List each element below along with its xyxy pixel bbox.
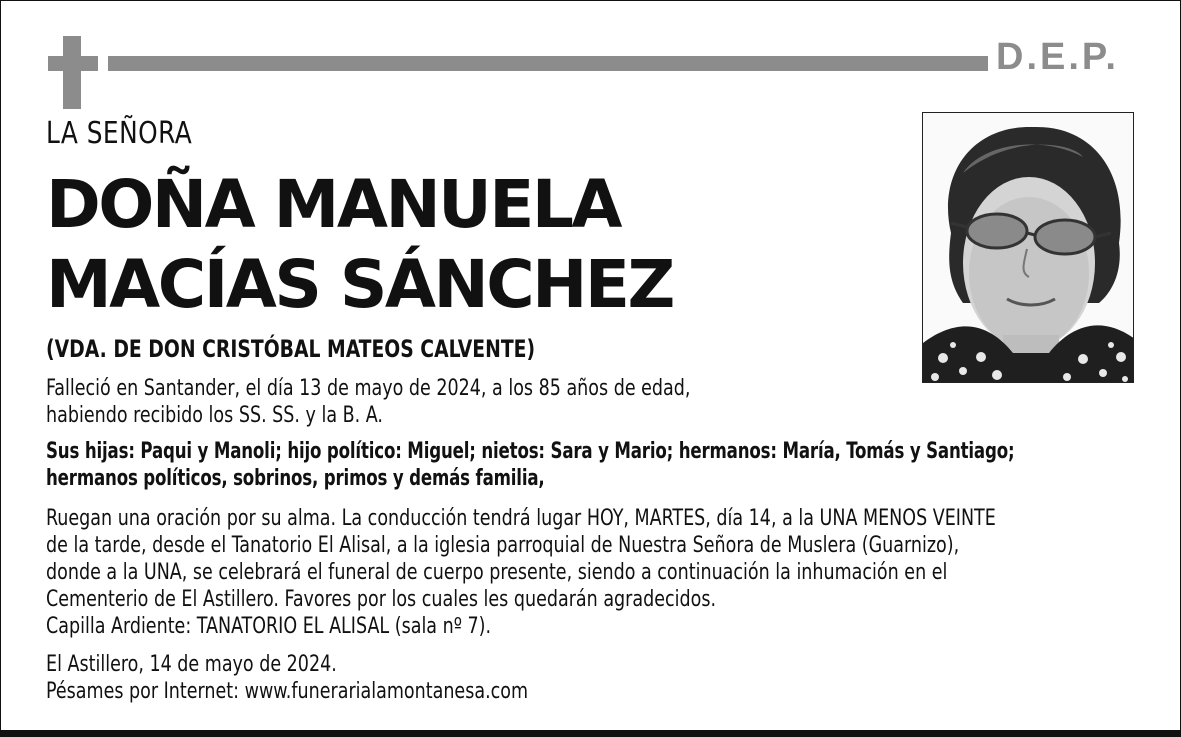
portrait-photo <box>922 112 1134 383</box>
death-info-line: habiendo recibido los SS. SS. y la B. A. <box>46 403 383 428</box>
ceremony-line: Ruegan una oración por su alma. La conducción tendrá lugar HOY, MARTES, día 14, a la UNA MENOS VEINTE <box>46 506 996 531</box>
death-info <box>46 375 690 429</box>
deceased-name-line1: DOÑA MANUELA <box>46 166 620 243</box>
ceremony-line: de la tarde, desde el Tanatorio El Alisal, a la iglesia parroquial de Nuestra Señora de Muslera (Guarnizo), <box>46 533 960 558</box>
ceremony-line: Cementerio de El Astillero. Favores por los cuales les quedarán agradecidos. <box>46 587 717 612</box>
family-line: hermanos políticos, sobrinos, primos y demás familia, <box>46 466 545 491</box>
widow-of-line: (VDA. DE DON CRISTÓBAL MATEOS CALVENTE) <box>46 335 536 363</box>
condolences-link: Pésames por Internet: www.funerarialamontanesa.com <box>46 679 529 704</box>
dep-label: D.E.P. <box>996 36 1119 78</box>
deceased-prefix: LA SEÑORA <box>46 116 193 151</box>
cross-icon-arm <box>48 56 98 71</box>
family-list <box>46 438 1014 492</box>
cross-icon <box>63 36 81 109</box>
place-date: El Astillero, 14 de mayo de 2024. <box>46 652 337 677</box>
header-rule <box>108 56 988 71</box>
death-info-line: Falleció en Santander, el día 13 de mayo de 2024, a los 85 años de edad, <box>46 376 691 401</box>
ceremony-line: donde a la UNA, se celebrará el funeral de cuerpo presente, siendo a continuación la inhumación en el <box>46 560 948 585</box>
ceremony-details <box>46 505 996 640</box>
portrait-image <box>923 113 1134 383</box>
deceased-name-line2: MACÍAS SÁNCHEZ <box>46 246 673 323</box>
family-line: Sus hijas: Paqui y Manoli; hijo político: Miguel; nietos: Sara y Mario; hermanos: María, Tomás y Santiago; <box>46 439 1015 464</box>
chapel-line: Capilla Ardiente: TANATORIO EL ALISAL (sala nº 7). <box>46 614 492 639</box>
footer <box>46 651 528 705</box>
